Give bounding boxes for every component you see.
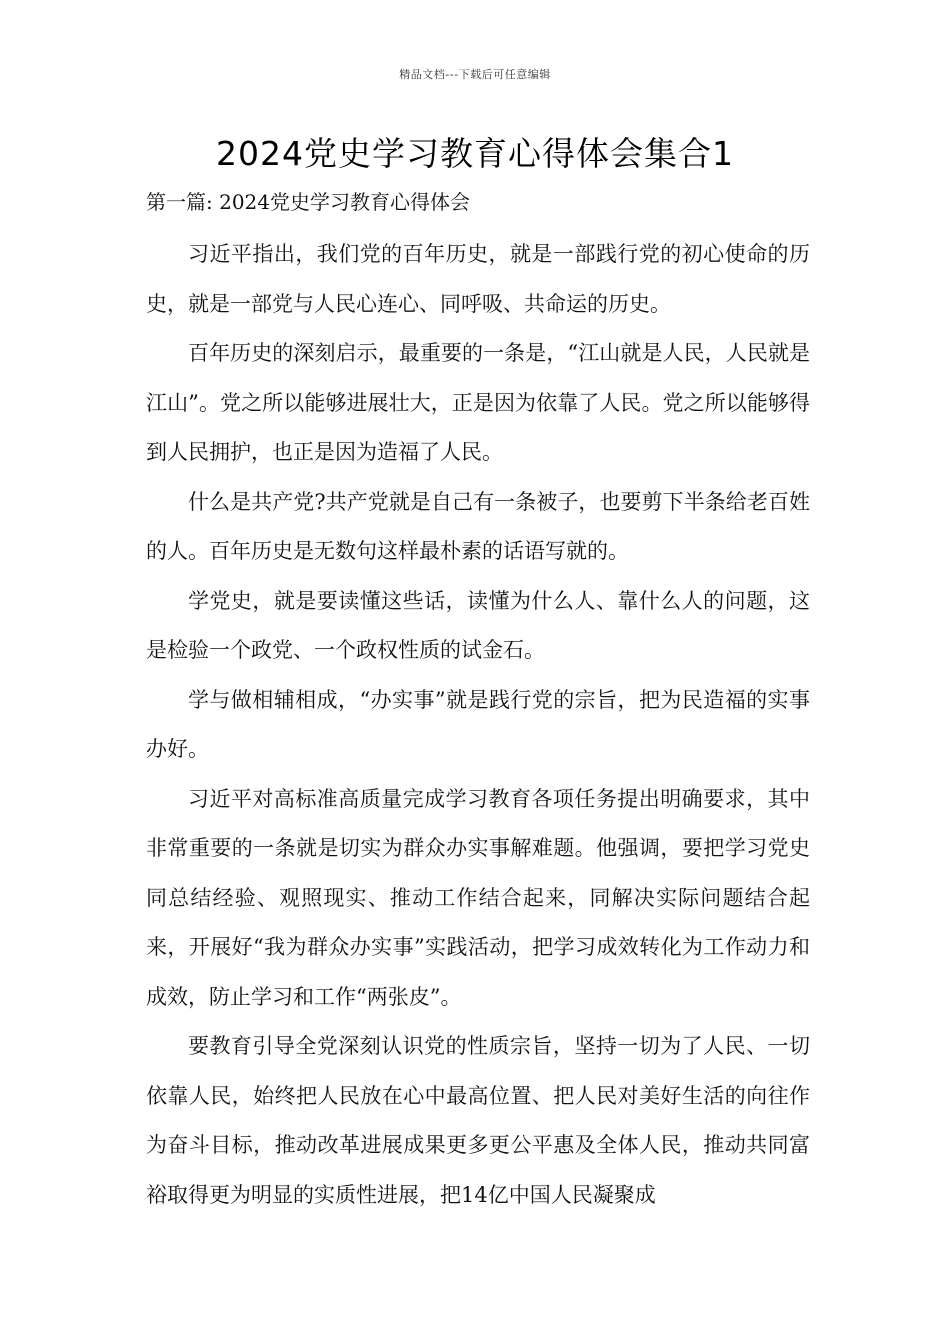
paragraph: 要教育引导全党深刻认识党的性质宗旨，坚持一切为了人民、一切依靠人民，始终把人民放在心中最高位置、把人民对美好生活的向往作为奋斗目标，推动改革进展成果更多更公平惠及全体人民，推动共同富裕取得更为明显的实质性进展，把14亿中国人民凝聚成 xyxy=(146,1034,810,1207)
document-body xyxy=(146,230,810,1220)
section-heading: 第一篇: 2024党史学习教育心得体会 xyxy=(146,190,470,214)
paragraph: 什么是共产党?共产党就是自己有一条被子，也要剪下半条给老百姓的人。百年历史是无数句这样最朴素的话语写就的。 xyxy=(146,489,810,563)
paragraph: 习近平对高标准高质量完成学习教育各项任务提出明确要求，其中非常重要的一条就是切实为群众办实事解难题。他强调，要把学习党史同总结经验、观照现实、推动工作结合起来，同解决实际问题结合起来，开展好“我为群众办实事”实践活动，把学习成效转化为工作动力和成效，防止学习和工作“两张皮”。 xyxy=(146,786,810,1009)
header-note: 精品文档---下载后可任意编辑 xyxy=(399,68,551,81)
paragraph: 百年历史的深刻启示，最重要的一条是，“江山就是人民，人民就是江山”。党之所以能够进展壮大，正是因为依靠了人民。党之所以能够得到人民拥护，也正是因为造福了人民。 xyxy=(146,341,810,464)
document-title: 2024党史学习教育心得体会集合1 xyxy=(216,134,734,173)
paragraph: 学与做相辅相成，“办实事”就是践行党的宗旨，把为民造福的实事办好。 xyxy=(146,687,810,761)
paragraph: 学党史，就是要读懂这些话，读懂为什么人、靠什么人的问题，这是检验一个政党、一个政权性质的试金石。 xyxy=(146,588,810,662)
paragraph: 习近平指出，我们党的百年历史，就是一部践行党的初心使命的历史，就是一部党与人民心连心、同呼吸、共命运的历史。 xyxy=(146,242,810,316)
